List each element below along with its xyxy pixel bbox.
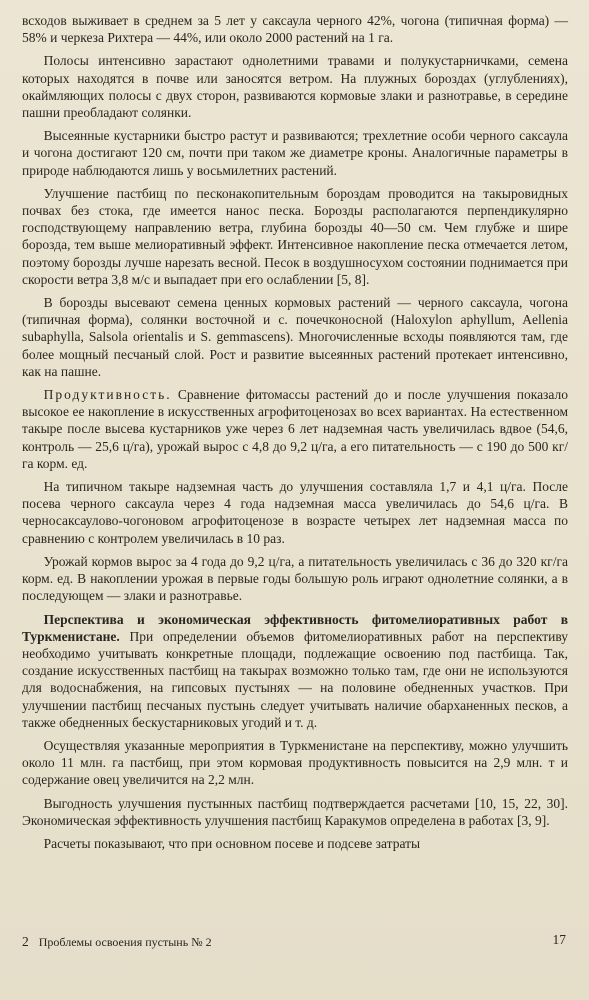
paragraph-6: Продуктивность. Сравнение фитомассы растений до и после улучшения показало высокое ее накопление в искусственных агрофитоценозах во всех вариантах. На естественном такыре после высева кустарников уже через 6 лет надземная часть увеличилась вдвое (54,6, контроль — 25,6 ц/га), урожай вырос с 4,8 до 9,2 ц/га, а его питательность — с 190 до 500 кг/га корм. ед. (22, 387, 568, 471)
paragraph-12: Расчеты показывают, что при основном посеве и подсеве затраты (43, 835, 421, 851)
page-number: 17 (552, 932, 566, 947)
section-lead-productivity: Продуктивность. (43, 387, 172, 403)
paragraph-3: Высеянные кустарники быстро растут и развиваются; трехлетние особи черного саксаула и чогона достигают 120 см, почти при таком же диаметре кроны. Аналогичные параметры в природе наблюдаются лишь у восьмилетних растений. (22, 128, 568, 178)
paragraph-10: Осуществляя указанные мероприятия в Туркменистане на перспективу, можно улучшить около 11 млн. га пастбищ, при этом кормовая продуктивность повысится на 2,9 млн. т и содержание овец увеличится на 2,2 млн. (22, 737, 568, 788)
paragraph-9: Перспектива и экономическая эффективность фитомелиоративных работ в Туркменистане. При определении объемов фитомелиоративных работ на перспективу необходимо учитывать конкретные площади, подлежащие освоению под пастбища. Так, создание искусственных пастбищ на такырах возможно только там, где они не используются для водоснабжения, на гипсовых пустынях — на половине обедненных участков. При улучшении пастбищ песчаных пустынь следует учитывать наличие обарханенных песков, а также обедненных бескустарниковых угодий и т. д. (22, 611, 568, 730)
paragraph-4: Улучшение пастбищ по песконакопительным бороздам проводится на такыровидных почвах без стока, где имеется нанос песка. Борозды располагаются перпендикулярно господствующему направлению ветра, глубина борозды 40—50 см. Чем глубже и шире борозда, тем выше мелиоративный эффект. Интенсивное накопление песка отмечается летом, поэтому борозды лучше нарезать весной. Песок в воздушносухом состоянии поднимается при скорости ветра 3,8 м/с и выпадает при его ослаблении [5, 8]. (22, 185, 568, 287)
paragraph-11: Выгодность улучшения пустынных пастбищ подтверждается расчетами [10, 15, 22, 30]. Экономическая эффективность улучшения пастбищ Каракумов определена в работах [3, 9]. (22, 795, 568, 828)
printer-signature (22, 934, 212, 950)
paragraph-2: Полосы интенсивно зарастают однолетними травами и полукустарничками, семена которых находятся в почве или заносятся ветром. На плужных бороздах (углублениях), окаймляющих полосы с двух сторон, развиваются кормовые злаки и разнотравье, в середине пашни преобладают солянки. (22, 53, 568, 121)
paragraph-8: Урожай кормов вырос за 4 года до 9,2 ц/га, а питательность увеличилась с 36 до 320 кг/га корм. ед. В накоплении урожая в первые годы большую роль играют однолетние солянки, а в последующем — злаки и разнотравье. (22, 553, 568, 604)
body-text (22, 12, 568, 858)
paragraph-7: На типичном такыре надземная часть до улучшения составляла 1,7 и 4,1 ц/га. После посева черного саксаула через 4 года надземная масса увеличилась до 54,6 ц/га. В черносаксаулово-чогоновом агрофитоценозе в возрасте четырех лет надземная масса по сравнению с контролем увеличилась в 10 раз. (22, 479, 568, 546)
signature-text: Проблемы освоения пустынь № 2 (38, 935, 212, 949)
signature-number: 2 (22, 934, 29, 949)
section-heading-perspective: Перспектива и экономическая эффективность фитомелиоративных работ в Туркменистане. (22, 611, 568, 644)
paragraph-1: всходов выживает в среднем за 5 лет у саксаула черного 42%, чогона (типичная форма) — 58% и черкеза Рихтера — 44%, или около 2000 растений на 1 га. (22, 13, 568, 46)
paragraph-5: В борозды высевают семена ценных кормовых растений — черного саксаула, чогона (типичная форма), солянки восточной и с. почечконосной (Haloxylon aphyllum, Aellenia subaphylla, Salsola orientalis и S. gemmascens). Многочисленные всходы появляются там, где более мощный песчаный слой. Рост и развитие высеянных растений протекает интенсивно, как на пашне. (22, 295, 568, 379)
